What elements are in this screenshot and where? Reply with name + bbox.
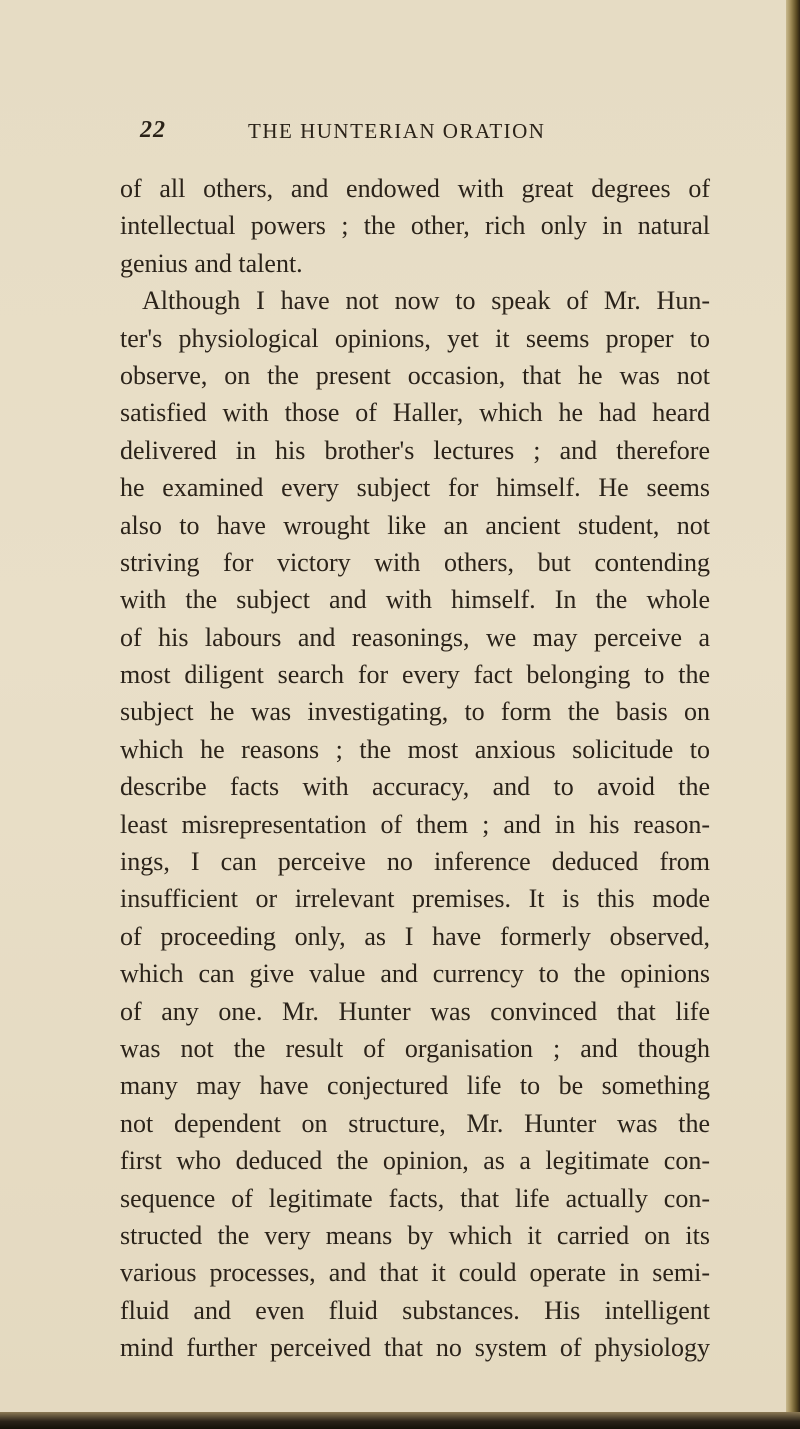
text-line: of any one. Mr. Hunter was convinced that life	[120, 996, 710, 1026]
text-line: many may have conjectured life to be something	[120, 1071, 710, 1101]
page-header	[140, 117, 680, 147]
text-line: fluid and even fluid substances. His intelligent	[120, 1295, 710, 1325]
body-text	[120, 170, 710, 1367]
text-line: intellectual powers ; the other, rich only in natural	[120, 211, 710, 241]
text-line: mind further perceived that no system of physiology	[120, 1333, 710, 1363]
text-line: was not the result of organisation ; and though	[120, 1033, 710, 1063]
text-line: also to have wrought like an ancient student, not	[120, 510, 710, 540]
text-line: Although I have not now to speak of Mr. Hun-	[142, 286, 710, 316]
text-line: structed the very means by which it carried on its	[120, 1220, 710, 1250]
text-line: ings, I can perceive no inference deduced from	[120, 847, 710, 877]
text-line: satisfied with those of Haller, which he had heard	[120, 398, 710, 428]
page-edge-right	[786, 0, 800, 1429]
text-line: of proceeding only, as I have formerly observed,	[120, 921, 710, 951]
text-line: various processes, and that it could operate in semi-	[120, 1258, 710, 1288]
text-line: genius and talent.	[120, 248, 303, 278]
text-line: which he reasons ; the most anxious solicitude to	[120, 734, 710, 764]
text-line: striving for victory with others, but contending	[120, 547, 710, 577]
text-line: most diligent search for every fact belonging to the	[120, 660, 710, 690]
text-line: first who deduced the opinion, as a legitimate con-	[120, 1146, 710, 1176]
page-number: 22	[140, 117, 166, 143]
text-line: with the subject and with himself. In the whole	[120, 585, 710, 615]
text-line: sequence of legitimate facts, that life actually con-	[120, 1183, 710, 1213]
text-line: describe facts with accuracy, and to avoid the	[120, 772, 710, 802]
text-line: observe, on the present occasion, that he was not	[120, 360, 710, 390]
text-line: which can give value and currency to the opinions	[120, 959, 710, 989]
text-line: he examined every subject for himself. He seems	[120, 473, 710, 503]
text-line: of his labours and reasonings, we may perceive a	[120, 622, 710, 652]
text-line: delivered in his brother's lectures ; and therefore	[120, 435, 710, 465]
text-line: insufficient or irrelevant premises. It is this mode	[120, 884, 710, 914]
running-head: THE HUNTERIAN ORATION	[248, 119, 546, 143]
text-line: subject he was investigating, to form the basis on	[120, 697, 710, 727]
page-edge-bottom	[0, 1412, 800, 1429]
text-line: least misrepresentation of them ; and in his reason-	[120, 809, 710, 839]
text-line: ter's physiological opinions, yet it seems proper to	[120, 323, 710, 353]
text-line: of all others, and endowed with great degrees of	[120, 174, 710, 203]
text-line: not dependent on structure, Mr. Hunter was the	[120, 1108, 710, 1138]
